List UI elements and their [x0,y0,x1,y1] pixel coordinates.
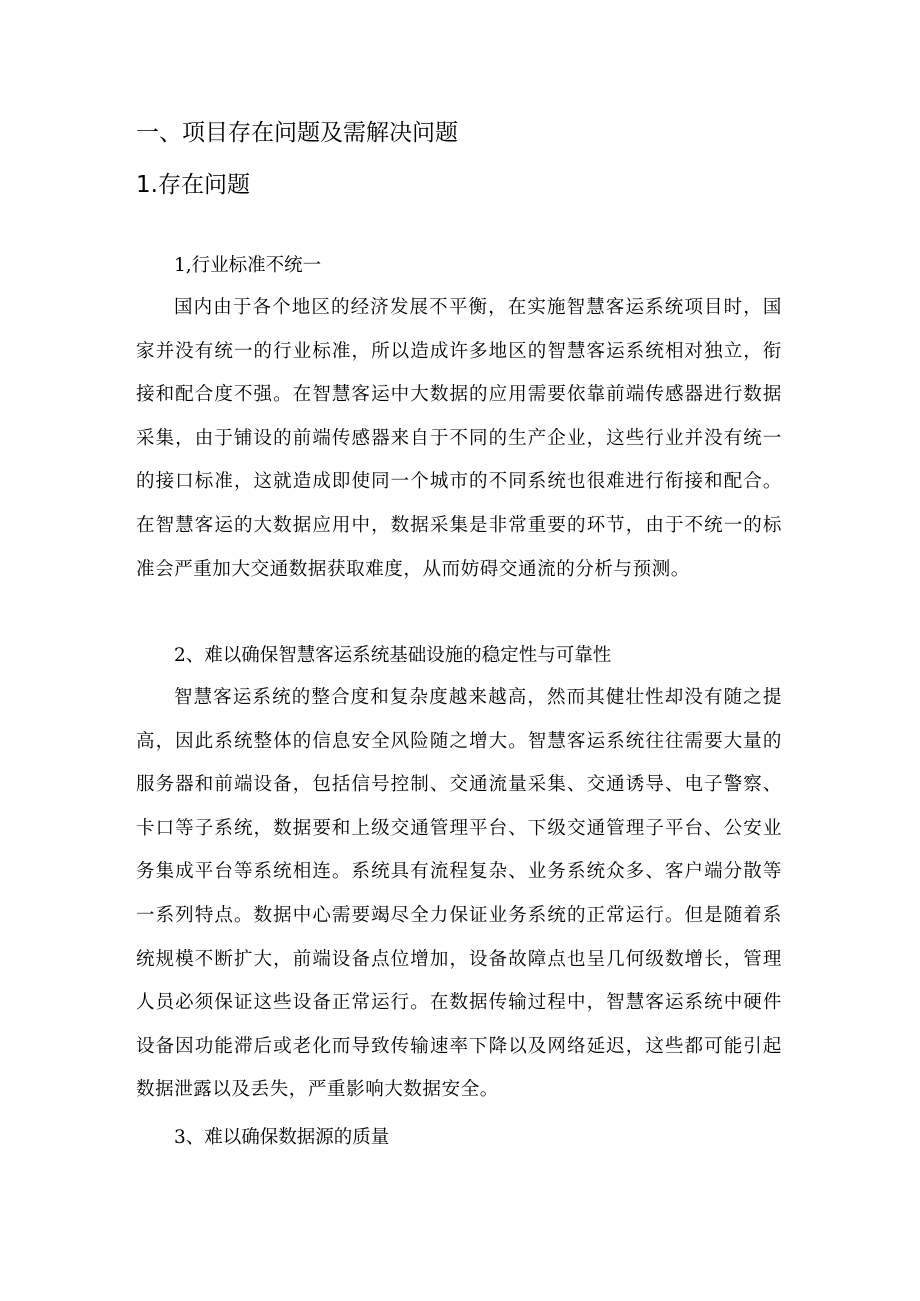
section-heading: 一、项目存在问题及需解决问题 [136,120,458,146]
subsection-heading: 1.存在问题 [136,172,250,198]
problem-2-title: 2、难以确保智慧客运系统基础设施的稳定性与可靠性 [174,645,612,666]
problem-1-body: 国内由于各个地区的经济发展不平衡，在实施智慧客运系统项目时，国家并没有统一的行业标准，所以造成许多地区的智慧客运系统相对独立，衔接和配合度不强。在智慧客运中大数据的应用需要依靠前端传感器进行数据采集，由于铺设的前端传感器来自于不同的生产企业，这些行业并没有统一的接口标准，这就造成即使同一个城市的不同系统也很难进行衔接和配合。在智慧客运的大数据应用中，数据采集是非常重要的环节，由于不统一的标准会严重加大交通数据获取难度，从而妨碍交通流的分析与预测。 [136,297,782,580]
problem-2-body: 智慧客运系统的整合度和复杂度越来越高，然而其健壮性却没有随之提高，因此系统整体的信息安全风险随之增大。智慧客运系统往往需要大量的服务器和前端设备，包括信号控制、交通流量采集、交通诱导、电子警察、卡口等子系统，数据要和上级交通管理平台、下级交通管理子平台、公安业务集成平台等系统相连。系统具有流程复杂、业务系统众多、客户端分散等一系列特点。数据中心需要竭尽全力保证业务系统的正常运行。但是随着系统规模不断扩大，前端设备点位增加，设备故障点也呈几何级数增长，管理人员必须保证这些设备正常运行。在数据传输过程中，智慧客运系统中硬件设备因功能滞后或老化而导致传输速率下降以及网络延迟，这些都可能引起数据泄露以及丢失，严重影响大数据安全。 [136,687,782,1101]
problem-1-title: 1,行业标准不统一 [174,255,322,276]
problem-3-title: 3、难以确保数据源的质量 [174,1127,390,1148]
